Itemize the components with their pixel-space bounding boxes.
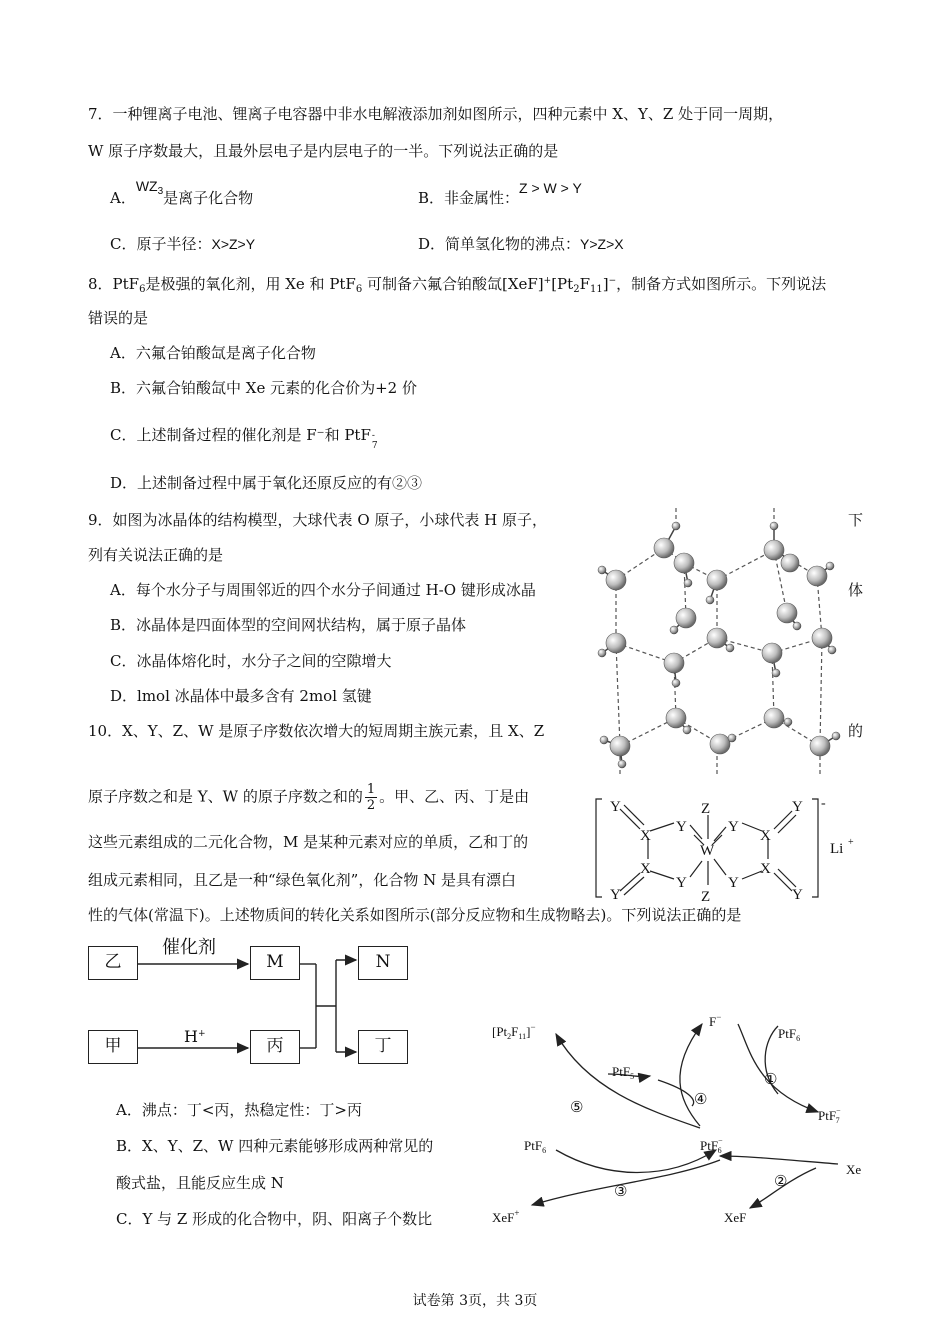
q8-stem-line1: 8．PtF$_6$是极强的氧化剂，用 Xe 和 PtF$_6$ 可制备六氟合铂酸氙$[XeF]^+[Pt_2F_{11}]^-$，制备方式如图所示。下列说法 [88, 275, 827, 295]
svg-text:Y: Y [792, 799, 803, 815]
svg-text:F−: F− [709, 1012, 722, 1029]
q9-option-b: B．冰晶体是四面体型的空间网状结构，属于原子晶体 [110, 616, 467, 634]
svg-text:PtF−7: PtF− 7 [818, 1106, 841, 1125]
q8-option-a: A．六氟合铂酸氙是离子化合物 [110, 344, 316, 362]
svg-text:X: X [760, 828, 771, 844]
q9-option-c: C．冰晶体熔化时，水分子之间的空隙增大 [110, 652, 392, 670]
svg-text:W: W [700, 843, 715, 859]
q8-stem-line2: 错误的是 [88, 309, 149, 327]
q10-option-b-line2: 酸式盐，且能反应生成 N [116, 1174, 284, 1192]
svg-text:Y: Y [728, 819, 739, 835]
page-footer: 试卷第 3页，共 3页 [412, 1293, 538, 1309]
svg-text:③: ③ [614, 1184, 628, 1200]
svg-text:XeF+: XeF+ [492, 1208, 520, 1225]
svg-text:PtF−6: PtF− 6 [700, 1136, 723, 1155]
q7-stem-line1: 7．一种锂离子电池、锂离子电容器中非水电解液添加剂如图所示，四种元素中 X、Y、Z 处于同一周期， [88, 105, 784, 123]
svg-text:PtF6: PtF$_6$ [778, 1026, 801, 1043]
q10-stem-line2: 原子序数之和是 Y、W 的原子序数之和的 $\frac{1}{2}$ 。甲、乙、丙、丁是由 [88, 782, 530, 813]
svg-text:Z: Z [701, 801, 711, 817]
q10-stem-line4: 组成元素相同，且乙是一种“绿色氧化剂”，化合物 N 是具有漂白 [88, 871, 517, 889]
q9-option-d: D．lmol 冰晶体中最多含有 2mol 氢键 [110, 687, 372, 705]
q7-option-b: B．非金属性：Z > W > Y [418, 180, 582, 207]
svg-text:Y: Y [676, 875, 687, 891]
svg-text:Y: Y [676, 819, 687, 835]
q10-stem-line1-end: 的 [848, 722, 864, 740]
q8-option-c: C．上述制备过程的催化剂是 F⁻和 PtF - 7 [110, 426, 378, 451]
ptf6-catalytic-cycle [488, 1010, 878, 1230]
svg-text:Y: Y [728, 875, 739, 891]
flow-arrows [138, 950, 360, 1065]
flow-box-m: M [250, 946, 300, 980]
q9-stem-line2: 列有关说法正确的是 [88, 546, 224, 564]
svg-text:Li: Li [830, 841, 844, 857]
svg-text:-: - [821, 796, 826, 811]
q9-option-a-end: 体 [848, 581, 864, 599]
q7-option-a: A．$WZ_3$是离子化合物 [110, 178, 254, 207]
svg-text:Xe: Xe [846, 1162, 862, 1177]
q10-stem-line5: 性的气体(常温下)。上述物质间的转化关系如图所示(部分反应物和生成物略去)。下列说法正确的是 [88, 906, 742, 924]
svg-text:+: + [848, 837, 854, 848]
svg-text:Z: Z [701, 889, 711, 905]
q10-stem-line1: 10．X、Y、Z、W 是原子序数依次增大的短周期主族元素，且 X、Z [88, 722, 545, 740]
flow-box-jia: 甲 [88, 1030, 138, 1064]
svg-text:X: X [760, 861, 771, 877]
flow-box-yi: 乙 [88, 946, 138, 980]
q10-option-a: A．沸点：丁<丙，热稳定性：丁>丙 [116, 1101, 362, 1119]
lithium-salt-structure [590, 795, 860, 905]
svg-text:①: ① [764, 1072, 778, 1088]
svg-text:Y: Y [792, 887, 803, 903]
q10-option-c: C．Y 与 Z 形成的化合物中，阴、阳离子个数比 [116, 1210, 433, 1228]
flow-catalyst-label: 催化剂 [162, 937, 216, 958]
q9-option-a: A．每个水分子与周围邻近的四个水分子间通过 H-O 键形成冰晶 [110, 581, 536, 599]
q7-stem-line2: W 原子序数最大，且最外层电子是内层电子的一半。下列说法正确的是 [88, 142, 559, 160]
svg-text:Y: Y [610, 887, 621, 903]
svg-text:②: ② [774, 1174, 788, 1190]
flow-box-n: N [358, 946, 408, 980]
svg-text:XeF: XeF [724, 1210, 747, 1225]
q7-option-c: C．原子半径：X>Z>Y [110, 235, 256, 253]
svg-text:⑤: ⑤ [570, 1100, 584, 1116]
ice-crystal-model [592, 508, 848, 776]
q7-option-d: D．简单氢化物的沸点：Y>Z>X [418, 235, 624, 253]
flow-box-ding: 丁 [358, 1030, 408, 1064]
svg-text:PtF5: PtF$_5$ [612, 1064, 635, 1081]
svg-text:[Pt2F11]−: $[Pt_2F_{11}]^-$ [492, 1022, 536, 1041]
svg-text:PtF6: PtF$_6$ [524, 1138, 547, 1155]
q8-option-d: D．上述制备过程中属于氧化还原反应的有②③ [110, 474, 423, 492]
q10-stem-line3: 这些元素组成的二元化合物，M 是某种元素对应的单质，乙和丁的 [88, 833, 529, 851]
svg-text:X: X [640, 861, 651, 877]
svg-text:X: X [640, 828, 651, 844]
q9-stem-line1: 9．如图为冰晶体的结构模型，大球代表 O 原子，小球代表 H 原子， [88, 511, 547, 529]
q10-option-b-line1: B．X、Y、Z、W 四种元素能够形成两种常见的 [116, 1137, 434, 1155]
q8-option-b: B．六氟合铂酸氙中 Xe 元素的化合价为+2 价 [110, 379, 417, 397]
flow-h-plus-label: H+ [184, 1027, 206, 1046]
svg-text:④: ④ [694, 1092, 708, 1108]
flow-box-bing: 丙 [250, 1030, 300, 1064]
q9-stem-line1-end: 下 [848, 511, 864, 529]
svg-text:Y: Y [610, 799, 621, 815]
